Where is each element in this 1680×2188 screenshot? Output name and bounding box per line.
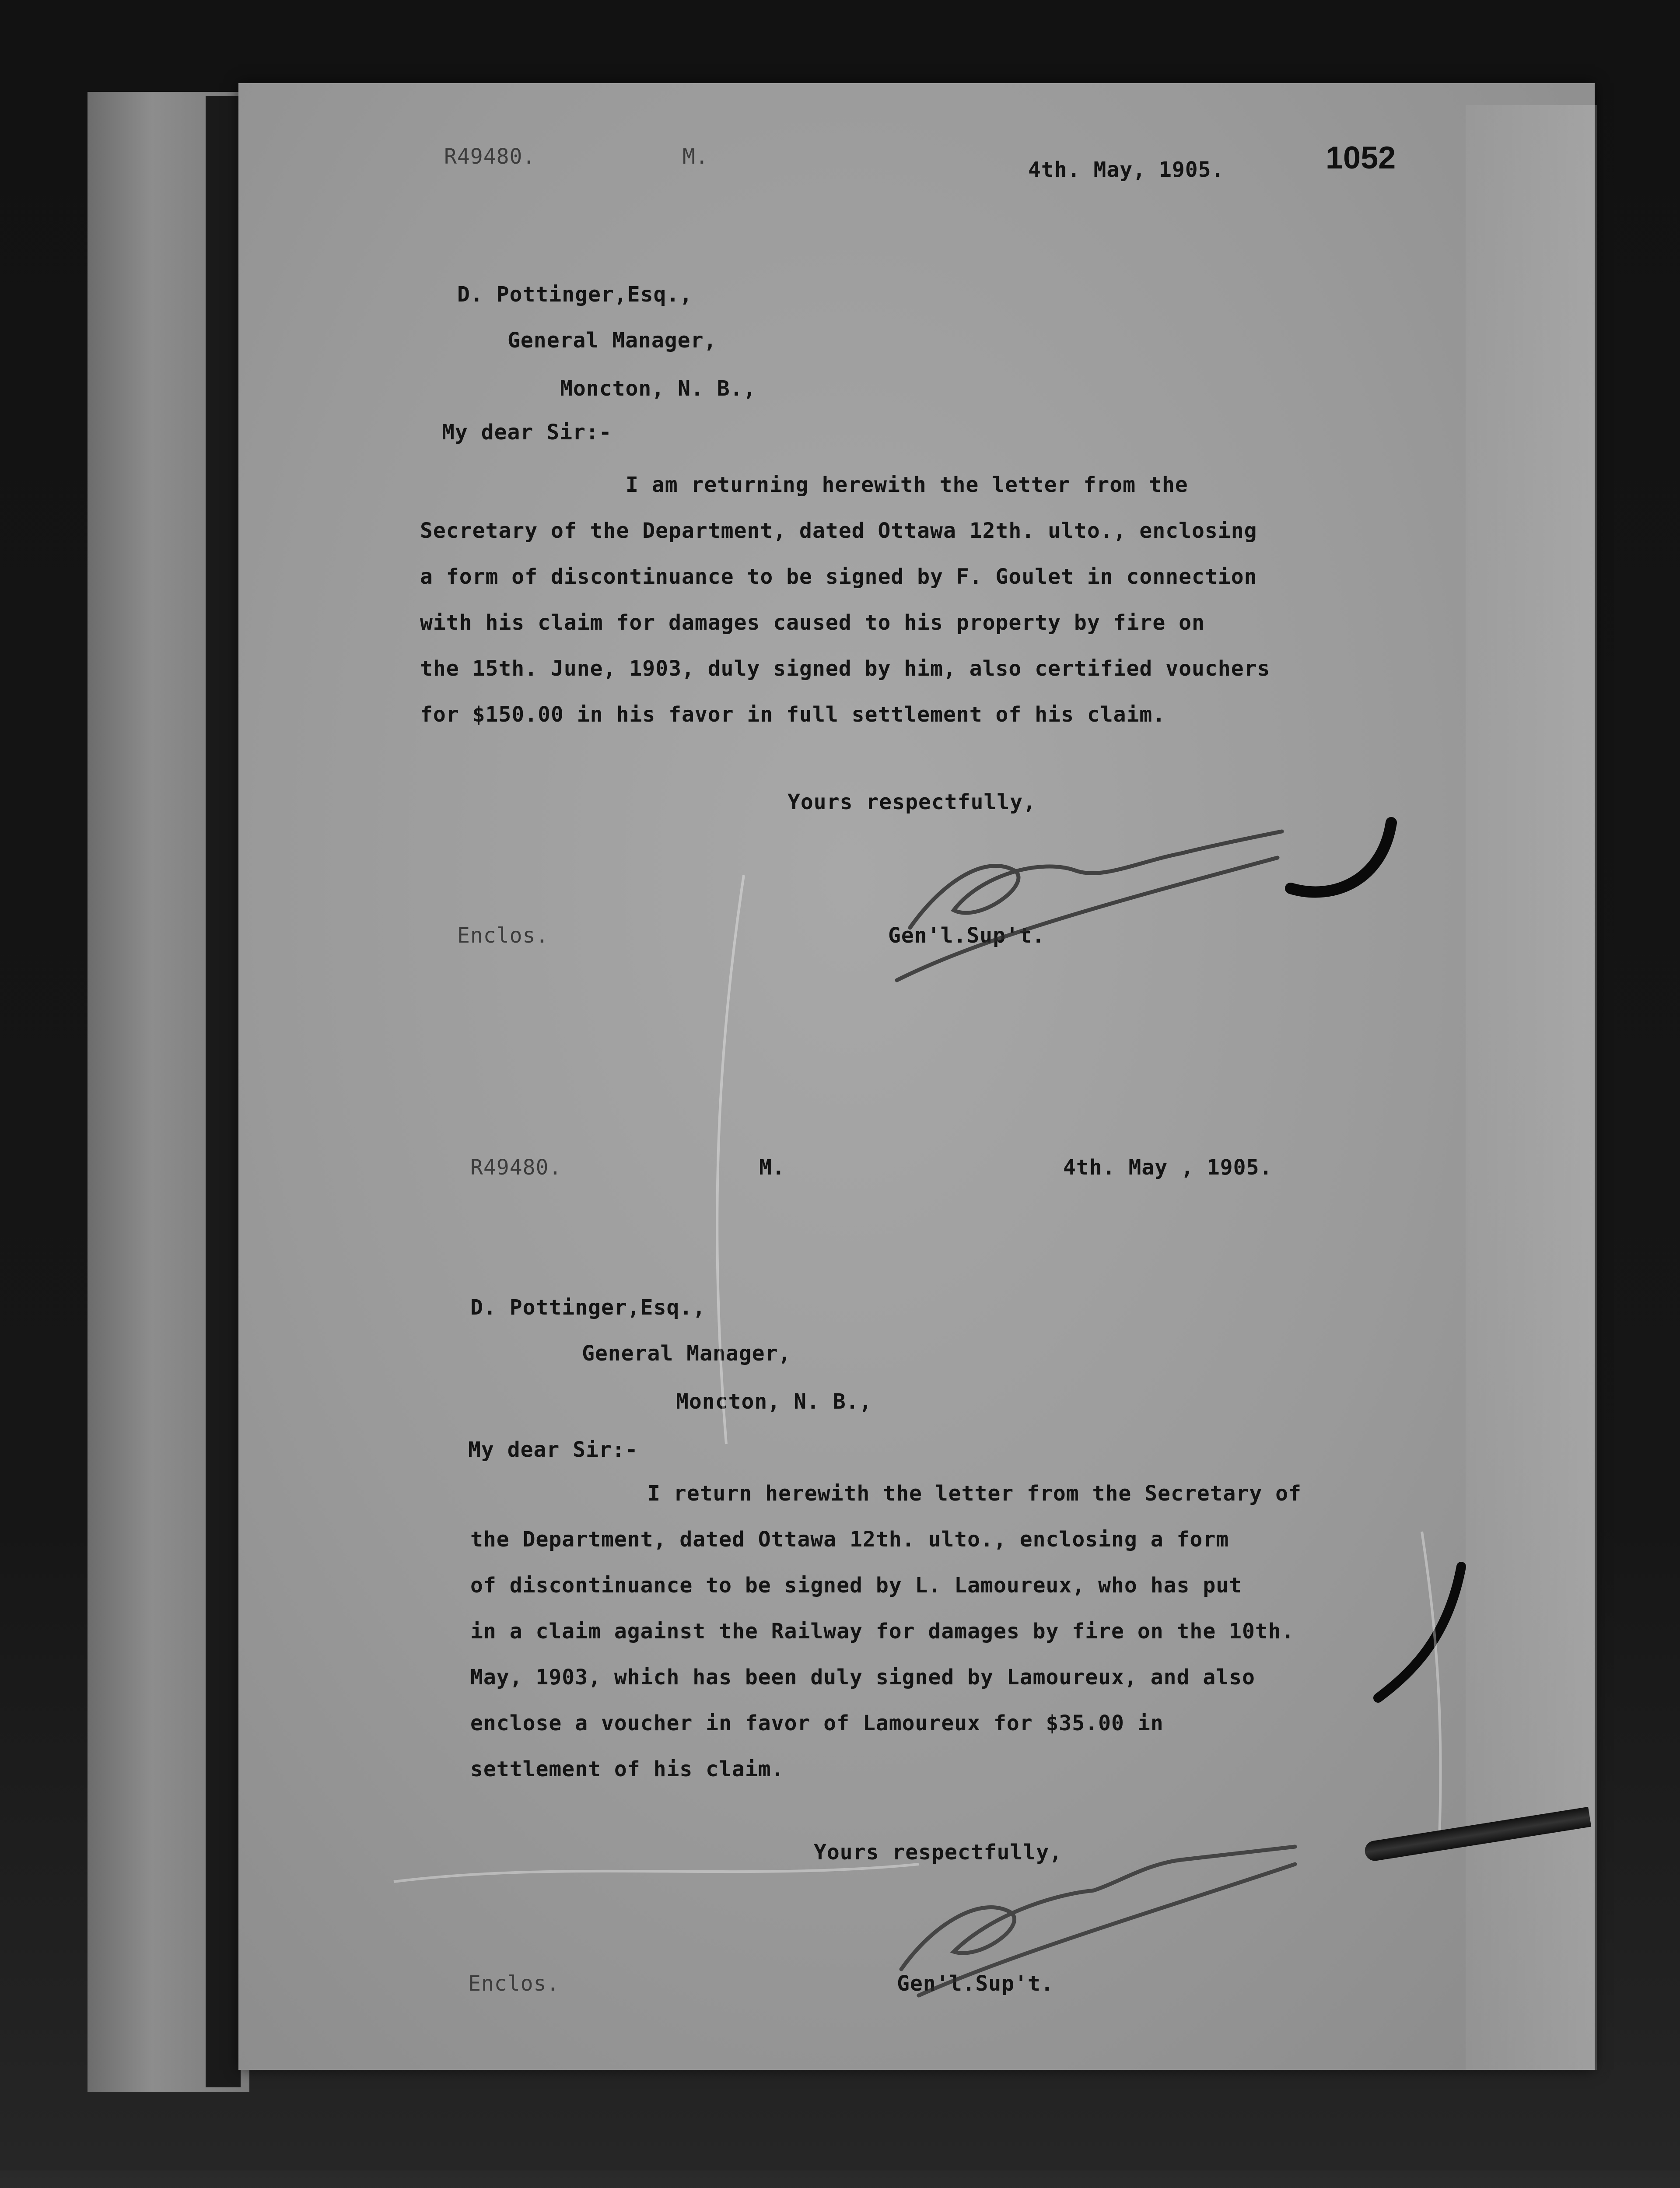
letter-1-date: 4th. May, 1905. — [1028, 158, 1225, 182]
letter-1-body-line: for $150.00 in his favor in full settlement of his claim. — [420, 702, 1166, 727]
letter-2-recipient-name: D. Pottinger,Esq., — [470, 1295, 706, 1320]
letter-2-body-line: settlement of his claim. — [470, 1757, 784, 1781]
letter-1-body-line: Secretary of the Department, dated Ottawa 12th. ulto., enclosing — [420, 519, 1257, 543]
letter-1-body-line: the 15th. June, 1903, duly signed by him, also certified vouchers — [420, 656, 1270, 681]
letter-2-recipient-place: Moncton, N. B., — [676, 1389, 872, 1414]
letter-1-body-line: a form of discontinuance to be signed by F. Goulet in connection — [420, 565, 1257, 589]
letter-2-body-line: May, 1903, which has been duly signed by Lamoureux, and also — [470, 1665, 1255, 1690]
ink-arc-2 — [1378, 1567, 1461, 1698]
letter-1-recipient-title: General Manager, — [508, 328, 717, 353]
letter-2-body-line: I return herewith the letter from the Secretary of — [648, 1481, 1302, 1506]
signature-1 — [897, 831, 1282, 980]
page-number: 1052 — [1326, 140, 1396, 175]
letter-2-body-line: of discontinuance to be signed by L. Lamoureux, who has put — [470, 1573, 1242, 1598]
letter-1-ref: R49480. — [444, 144, 536, 169]
letter-2-signer-title: Gen'l.Sup't. — [897, 1971, 1054, 1996]
letter-2-body-line: the Department, dated Ottawa 12th. ulto., enclosing a form — [470, 1527, 1229, 1552]
letter-2-salutation: My dear Sir:- — [468, 1438, 638, 1462]
letter-2-body-line: enclose a voucher in favor of Lamoureux for $35.00 in — [470, 1711, 1164, 1736]
letter-1-salutation: My dear Sir:- — [442, 420, 612, 445]
letter-1-signer-title: Gen'l.Sup't. — [888, 923, 1045, 948]
letter-2-initial: M. — [759, 1155, 785, 1180]
letter-2-recipient-title: General Manager, — [582, 1341, 791, 1366]
letter-1-enclosure: Enclos. — [457, 923, 549, 948]
letter-1-recipient-place: Moncton, N. B., — [560, 376, 756, 401]
paper-creases — [394, 875, 1441, 1882]
ink-arc-1 — [1291, 823, 1391, 892]
letter-1-body-line: I am returning herewith the letter from the — [626, 473, 1188, 497]
letter-1-recipient-name: D. Pottinger,Esq., — [457, 282, 693, 307]
letter-2-date: 4th. May , 1905. — [1063, 1155, 1273, 1180]
letter-2-closing: Yours respectfully, — [814, 1840, 1063, 1865]
letter-1-initial: M. — [682, 144, 709, 169]
signature-2 — [901, 1847, 1295, 1995]
letter-2-ref: R49480. — [470, 1155, 562, 1180]
letter-1-body-line: with his claim for damages caused to his property by fire on — [420, 610, 1205, 635]
letter-2-enclosure: Enclos. — [468, 1971, 560, 1996]
letter-1-closing: Yours respectfully, — [788, 790, 1036, 814]
letter-2-body-line: in a claim against the Railway for damages by fire on the 10th. — [470, 1619, 1295, 1644]
